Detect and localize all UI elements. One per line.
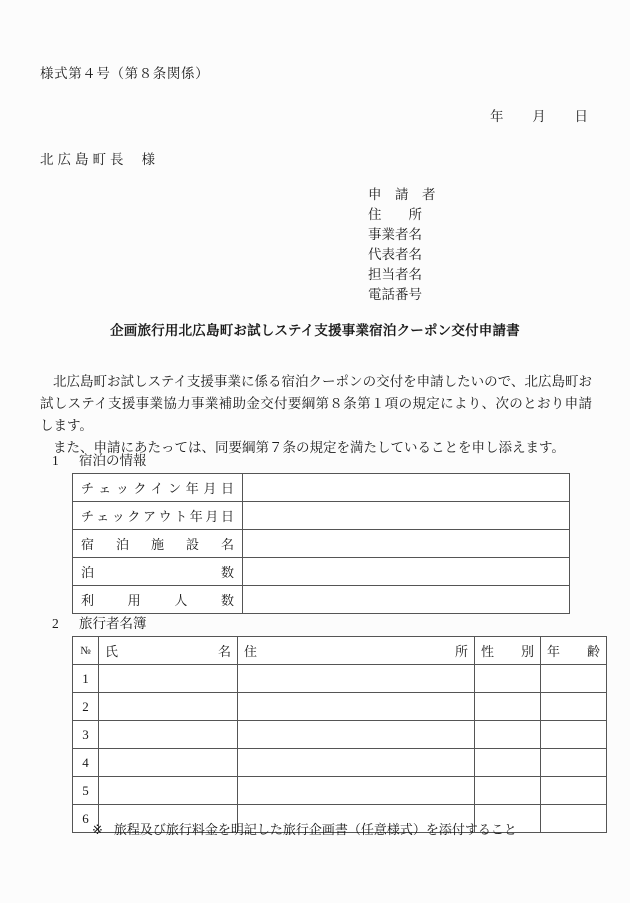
form-number: 様式第４号（第８条関係） bbox=[40, 66, 210, 81]
table-row bbox=[73, 586, 570, 614]
applicant-field-phone-number: 電話番号 bbox=[368, 287, 422, 302]
roster-row-4-address[interactable] bbox=[238, 749, 475, 777]
date-day-label: 日 bbox=[574, 109, 588, 124]
roster-row-2-sex[interactable] bbox=[475, 693, 541, 721]
roster-row-4-name[interactable] bbox=[99, 749, 238, 777]
section-2-heading bbox=[52, 612, 607, 632]
section-1-number: 1 bbox=[52, 453, 59, 468]
roster-row-3-no: 3 bbox=[73, 721, 99, 749]
table-row bbox=[73, 777, 607, 805]
roster-row-3-name[interactable] bbox=[99, 721, 238, 749]
section-1-heading bbox=[52, 449, 570, 469]
roster-row-2-age[interactable] bbox=[541, 693, 607, 721]
roster-row-6-age[interactable] bbox=[541, 805, 607, 833]
roster-row-4-sex[interactable] bbox=[475, 749, 541, 777]
section-stay-information bbox=[52, 449, 570, 614]
body-paragraph-2: また、申請にあたっては、同要綱第７条の規定を満たしていることを申し添えます。 bbox=[53, 440, 565, 455]
roster-row-3-address[interactable] bbox=[238, 721, 475, 749]
roster-row-2-no: 2 bbox=[73, 693, 99, 721]
applicant-block bbox=[368, 185, 436, 305]
table-row bbox=[73, 693, 607, 721]
applicant-field-address: 住 所 bbox=[368, 207, 422, 222]
table-row bbox=[73, 665, 607, 693]
roster-row-1-sex[interactable] bbox=[475, 665, 541, 693]
body-paragraph-1: 北広島町お試しステイ支援事業に係る宿泊クーポンの交付を申請したいので、北広島町お試しステイ支援事業協力事業補助金交付要綱第８条第１項の規定により、次のとおり申請します。 bbox=[40, 374, 592, 433]
row-label-checkin-date: チェックイン年月日 bbox=[73, 474, 243, 502]
footnote bbox=[92, 819, 517, 838]
roster-row-1-no: 1 bbox=[73, 665, 99, 693]
row-value-checkin-date[interactable] bbox=[243, 474, 570, 502]
row-label-nights: 泊数 bbox=[73, 558, 243, 586]
footnote-mark-icon: ※ bbox=[92, 822, 103, 837]
roster-row-5-address[interactable] bbox=[238, 777, 475, 805]
applicant-field-contact-person: 担当者名 bbox=[368, 267, 422, 282]
row-value-checkout-date[interactable] bbox=[243, 502, 570, 530]
table-row bbox=[73, 749, 607, 777]
date-month-label: 月 bbox=[532, 109, 546, 124]
column-header-sex: 性別 bbox=[475, 637, 541, 665]
applicant-heading: 申 請 者 bbox=[368, 187, 436, 202]
roster-row-5-age[interactable] bbox=[541, 777, 607, 805]
applicant-field-representative-name: 代表者名 bbox=[368, 247, 422, 262]
roster-row-5-sex[interactable] bbox=[475, 777, 541, 805]
roster-row-2-name[interactable] bbox=[99, 693, 238, 721]
row-label-lodging-facility: 宿泊施設名 bbox=[73, 530, 243, 558]
date-line bbox=[490, 105, 588, 125]
roster-row-5-name[interactable] bbox=[99, 777, 238, 805]
traveller-roster-table bbox=[72, 636, 607, 833]
footnote-text: 旅程及び旅行料金を明記した旅行企画書（任意様式）を添付すること bbox=[113, 822, 517, 837]
column-header-no: № bbox=[73, 637, 99, 665]
roster-row-1-address[interactable] bbox=[238, 665, 475, 693]
addressee bbox=[40, 148, 155, 168]
roster-row-1-name[interactable] bbox=[99, 665, 238, 693]
table-row bbox=[73, 530, 570, 558]
section-traveller-roster bbox=[52, 612, 607, 833]
row-value-guest-count[interactable] bbox=[243, 586, 570, 614]
roster-row-5-no: 5 bbox=[73, 777, 99, 805]
roster-row-3-sex[interactable] bbox=[475, 721, 541, 749]
roster-row-1-age[interactable] bbox=[541, 665, 607, 693]
section-2-title: 旅行者名簿 bbox=[79, 616, 147, 631]
row-value-lodging-facility[interactable] bbox=[243, 530, 570, 558]
table-row bbox=[73, 474, 570, 502]
page-title: 企画旅行用北広島町お試しステイ支援事業宿泊クーポン交付申請書 bbox=[110, 323, 520, 338]
roster-row-4-age[interactable] bbox=[541, 749, 607, 777]
table-header-row bbox=[73, 637, 607, 665]
roster-row-2-address[interactable] bbox=[238, 693, 475, 721]
body-text bbox=[40, 371, 592, 459]
roster-row-4-no: 4 bbox=[73, 749, 99, 777]
section-1-title: 宿泊の情報 bbox=[79, 453, 147, 468]
roster-row-3-age[interactable] bbox=[541, 721, 607, 749]
row-value-nights[interactable] bbox=[243, 558, 570, 586]
section-2-number: 2 bbox=[52, 616, 59, 631]
date-year-label: 年 bbox=[490, 109, 504, 124]
table-row bbox=[73, 721, 607, 749]
roster-row-6-no: 6 bbox=[73, 805, 99, 833]
row-label-guest-count: 利用人数 bbox=[73, 586, 243, 614]
stay-information-table bbox=[72, 473, 570, 614]
column-header-name: 氏名 bbox=[99, 637, 238, 665]
addressee-honorific: 様 bbox=[141, 152, 155, 167]
applicant-field-business-name: 事業者名 bbox=[368, 227, 422, 242]
table-row bbox=[73, 502, 570, 530]
column-header-age: 年齢 bbox=[541, 637, 607, 665]
column-header-address: 住所 bbox=[238, 637, 475, 665]
row-label-checkout-date: チェックアウト年月日 bbox=[73, 502, 243, 530]
table-row bbox=[73, 558, 570, 586]
addressee-name: 北広島町長 bbox=[40, 152, 128, 167]
